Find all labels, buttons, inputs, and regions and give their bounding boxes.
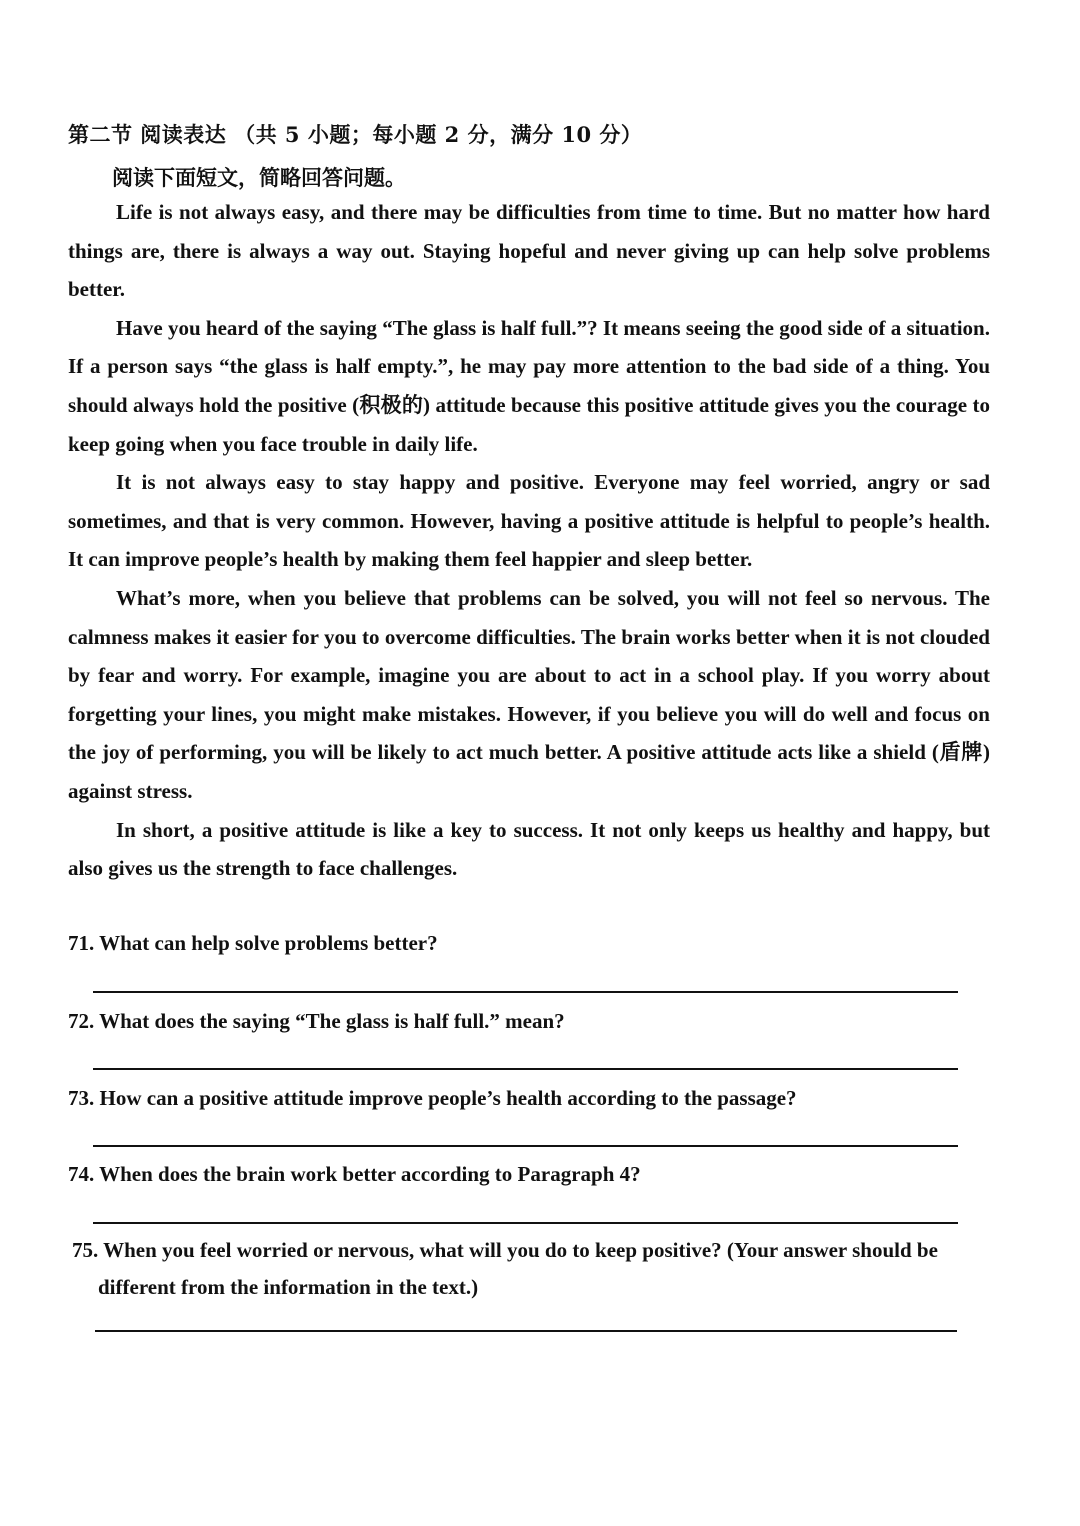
reading-passage: [68, 193, 990, 888]
question-74: 74. When does the brain work better according to Paragraph 4?: [68, 1162, 641, 1186]
section-title: 第二节 阅读表达 （共 5 小题；每小题 2 分，满分 10 分）: [68, 122, 643, 147]
answer-line-74[interactable]: [93, 1222, 958, 1224]
passage-paragraph-5: In short, a positive attitude is like a key to success. It not only keeps us healthy and happy, but also gives us the strength to face challenges.: [68, 817, 990, 881]
question-75: 75. When you feel worried or nervous, what will you do to keep positive? (Your answer should be different from the information in the text.): [72, 1238, 938, 1299]
question-72: 72. What does the saying “The glass is half full.” mean?: [68, 1009, 565, 1033]
section-instruction: 阅读下面短文，简略回答问题。: [112, 165, 406, 190]
answer-line-71[interactable]: [93, 991, 958, 993]
answer-line-75[interactable]: [95, 1330, 957, 1332]
passage-paragraph-4: What’s more, when you believe that problems can be solved, you will not feel so nervous. The calmness makes it easier for you to overcome difficulties. The brain works better when it is not clouded by fear and worry. For example, imagine you are about to act in a school play. If you worry about forgetting your lines, you might make mistakes. However, if you believe you will do well and focus on the joy of performing, you will be likely to act much better. A positive attitude acts like a shield (盾牌) against stress.: [68, 585, 990, 803]
answer-line-72[interactable]: [93, 1068, 958, 1070]
passage-paragraph-2: Have you heard of the saying “The glass is half full.”? It means seeing the good side of a situation. If a person says “the glass is half empty.”, he may pay more attention to the bad side of a thing. You should always hold the positive (积极的) attitude because this positive attitude gives you the courage to keep going when you face trouble in daily life.: [68, 315, 990, 456]
question-71: 71. What can help solve problems better?: [68, 931, 438, 955]
question-73: 73. How can a positive attitude improve people’s health according to the passage?: [68, 1086, 797, 1110]
answer-line-73[interactable]: [93, 1145, 958, 1147]
passage-paragraph-3: It is not always easy to stay happy and positive. Everyone may feel worried, angry or sad sometimes, and that is very common. However, having a positive attitude is helpful to people’s health. It can improve people’s health by making them feel happier and sleep better.: [68, 470, 990, 572]
passage-paragraph-1: Life is not always easy, and there may be difficulties from time to time. But no matter how hard things are, there is always a way out. Staying hopeful and never giving up can help solve problems better.: [68, 200, 990, 302]
